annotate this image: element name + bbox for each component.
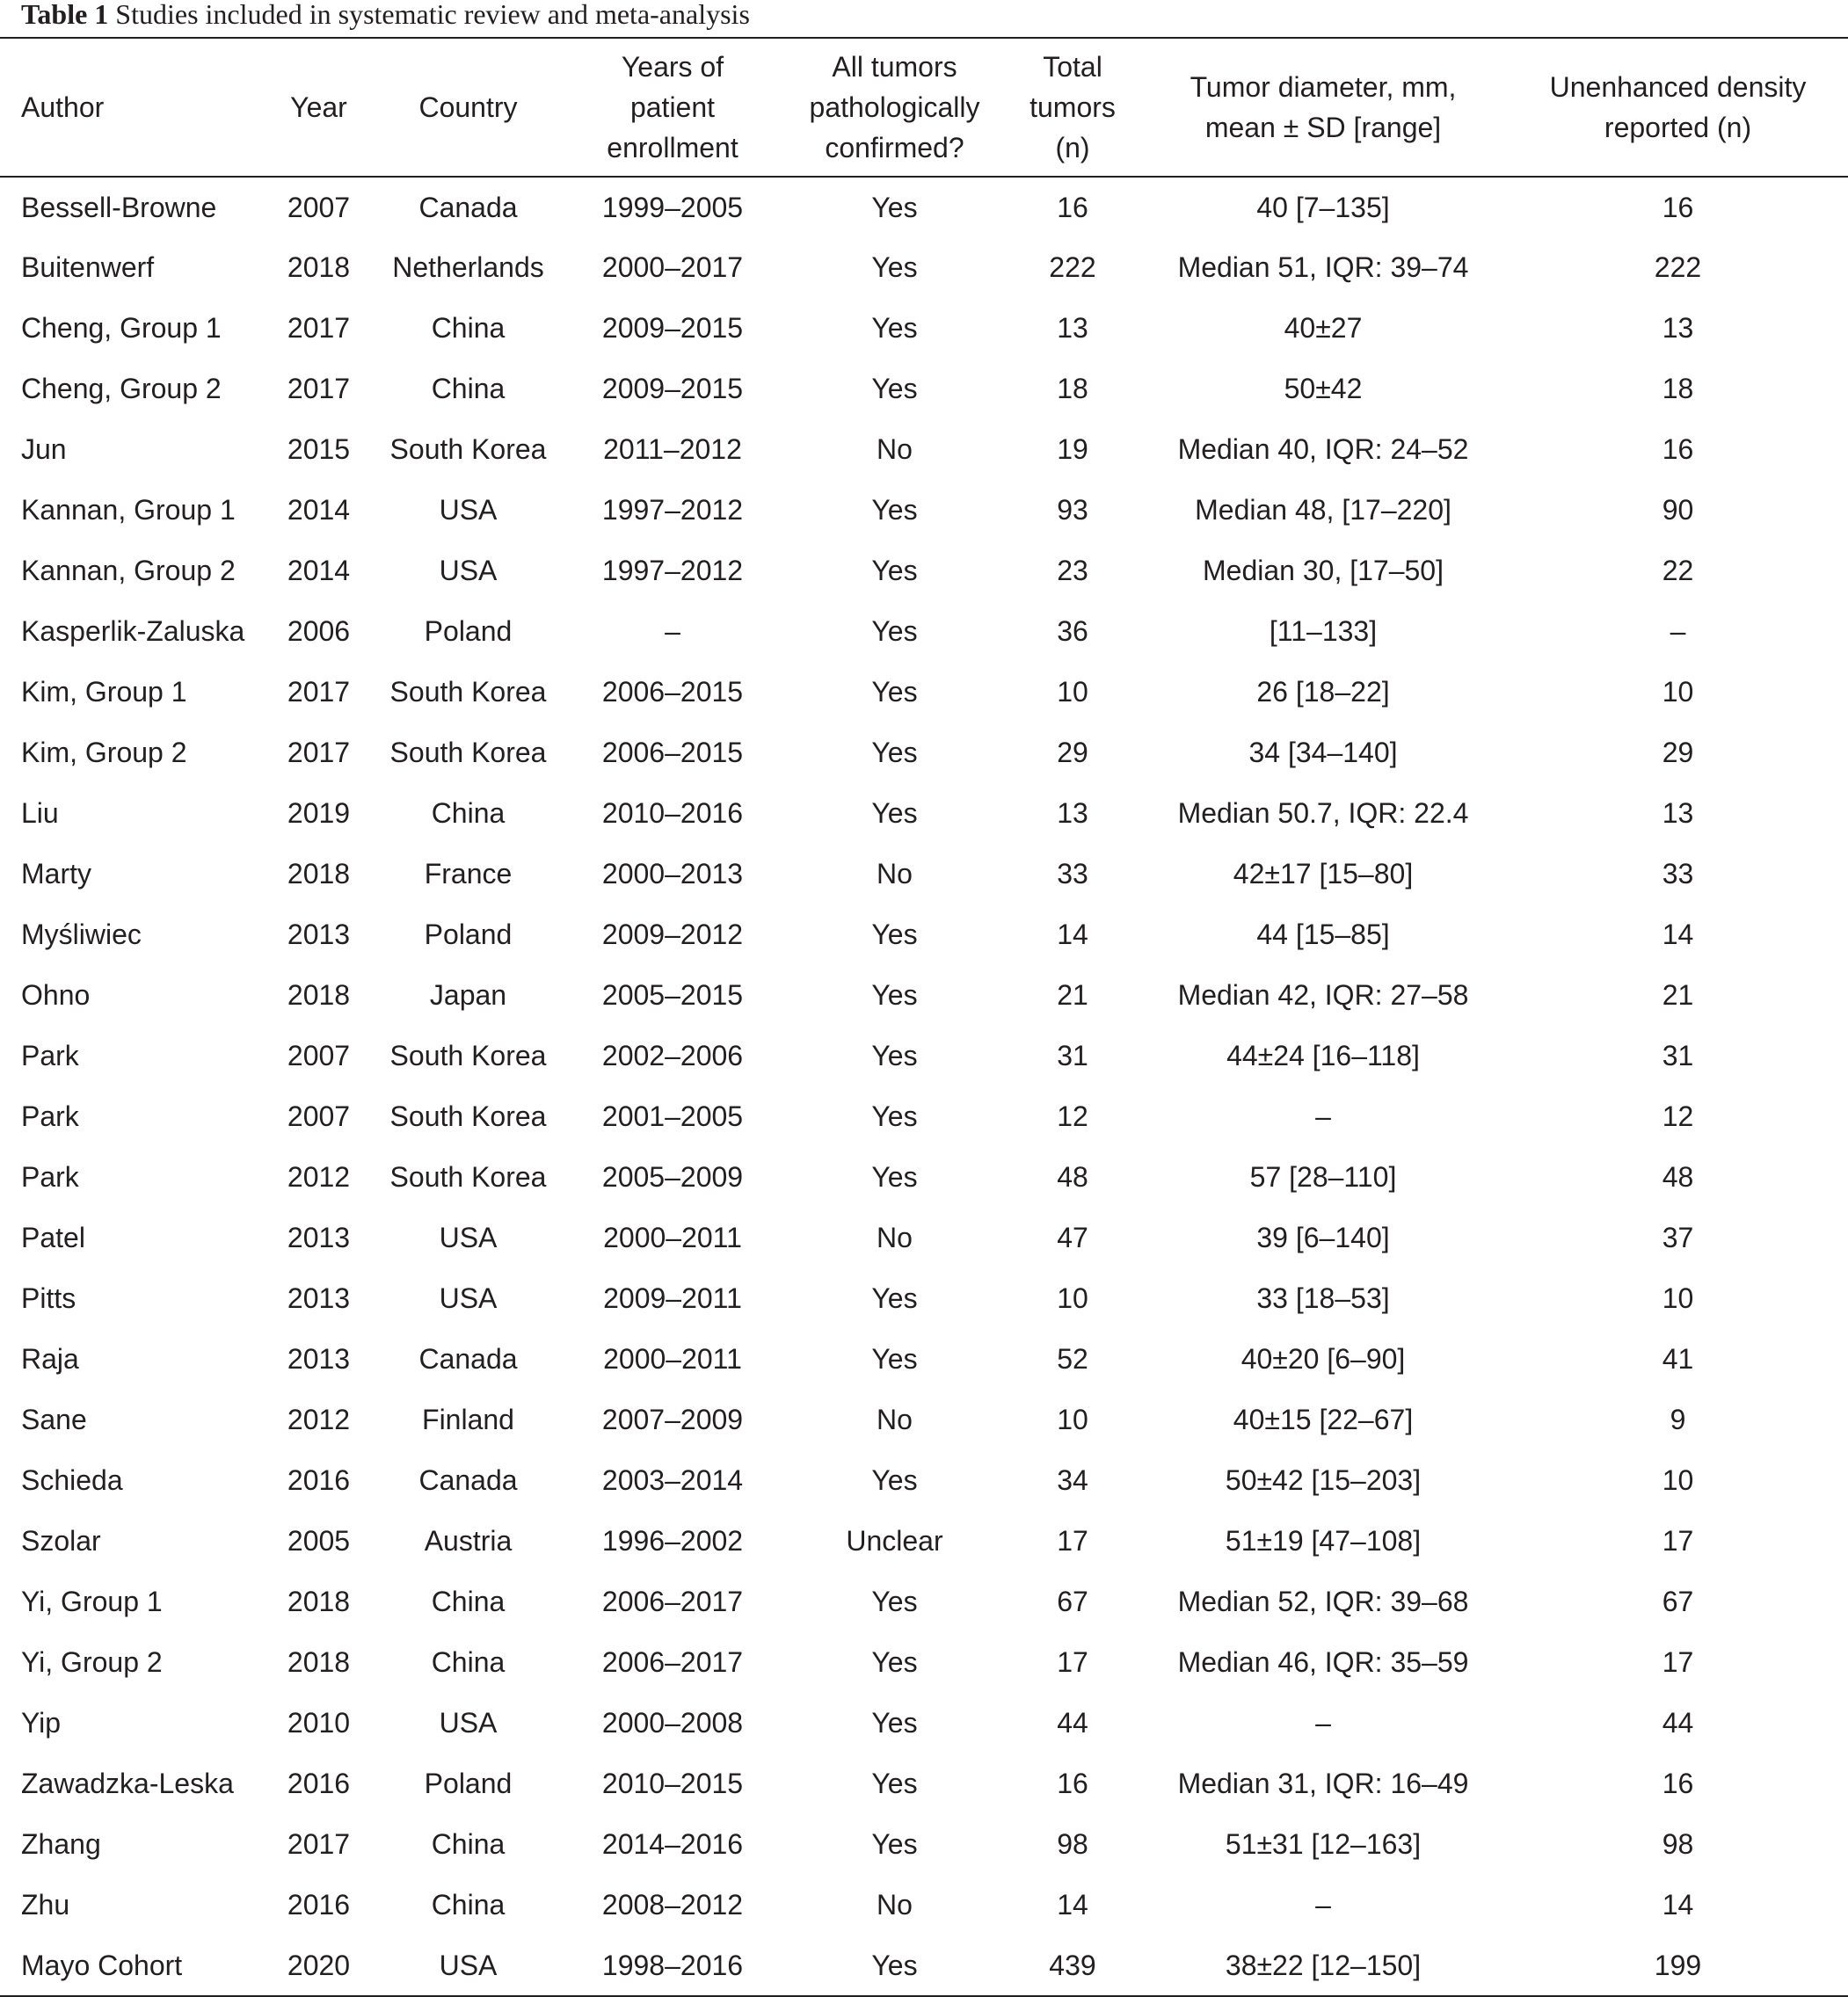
cell-tumor-diameter: Median 30, [17–50] (1203, 555, 1444, 586)
cell-pathologically-confirmed: Yes (871, 1646, 918, 1678)
cell-author: Kannan, Group 1 (21, 494, 236, 526)
cell-year: 2012 (287, 1404, 351, 1435)
table-row (0, 723, 1848, 783)
cell-pathologically-confirmed: Yes (871, 191, 918, 223)
table-row (0, 965, 1848, 1026)
cell-year: 2020 (287, 1949, 351, 1981)
cell-country: Canada (418, 1343, 518, 1375)
cell-country: South Korea (389, 676, 547, 708)
cell-pathologically-confirmed: Yes (871, 312, 918, 344)
table-row (0, 1208, 1848, 1268)
cell-unenhanced-density: 48 (1662, 1161, 1694, 1193)
table-row (0, 1875, 1848, 1935)
cell-unenhanced-density: 31 (1662, 1040, 1694, 1071)
cell-author: Kim, Group 2 (21, 737, 187, 768)
cell-total-tumors: 13 (1057, 797, 1088, 829)
cell-total-tumors: 34 (1057, 1464, 1088, 1496)
cell-tumor-diameter: 44 [15–85] (1256, 919, 1390, 950)
cell-unenhanced-density: 22 (1662, 555, 1694, 586)
cell-tumor-diameter: 40 [7–135] (1256, 191, 1390, 223)
cell-total-tumors: 48 (1057, 1161, 1088, 1193)
cell-enrollment-years: 1999–2005 (601, 191, 744, 223)
table-row (0, 1147, 1848, 1208)
cell-total-tumors: 10 (1057, 1282, 1088, 1314)
cell-tumor-diameter: – (1315, 1707, 1331, 1739)
table-row (0, 1329, 1848, 1390)
cell-tumor-diameter: 34 [34–140] (1248, 737, 1398, 768)
cell-total-tumors: 29 (1057, 737, 1088, 768)
table-row (0, 1632, 1848, 1693)
cell-unenhanced-density: 199 (1654, 1949, 1702, 1981)
cell-tumor-diameter: Median 40, IQR: 24–52 (1177, 433, 1469, 465)
cell-tumor-diameter: 40±27 (1284, 312, 1363, 344)
cell-tumor-diameter: 51±31 [12–163] (1225, 1828, 1422, 1860)
table-row (0, 1026, 1848, 1086)
cell-author: Sane (21, 1404, 87, 1435)
table-row (0, 1693, 1848, 1754)
cell-unenhanced-density: 41 (1662, 1343, 1694, 1375)
cell-country: South Korea (389, 433, 547, 465)
cell-author: Yi, Group 1 (21, 1586, 163, 1617)
cell-tumor-diameter: [11–133] (1269, 615, 1378, 647)
cell-total-tumors: 222 (1049, 251, 1096, 283)
cell-author: Zhu (21, 1889, 70, 1921)
cell-enrollment-years: 2000–2013 (601, 858, 744, 890)
table-row (0, 541, 1848, 601)
cell-country: Canada (418, 191, 518, 223)
cell-unenhanced-density: – (1670, 615, 1686, 647)
cell-pathologically-confirmed: Yes (871, 555, 918, 586)
cell-pathologically-confirmed: Yes (871, 373, 918, 404)
cell-year: 2007 (287, 191, 351, 223)
cell-year: 2016 (287, 1889, 351, 1921)
cell-enrollment-years: 2000–2011 (603, 1343, 742, 1375)
cell-tumor-diameter: Median 46, IQR: 35–59 (1177, 1646, 1469, 1678)
cell-year: 2019 (287, 797, 351, 829)
cell-author: Pitts (21, 1282, 76, 1314)
cell-year: 2013 (287, 919, 351, 950)
cell-pathologically-confirmed: Yes (871, 737, 918, 768)
cell-country: China (431, 1889, 506, 1921)
cell-country: China (431, 1586, 506, 1617)
cell-tumor-diameter: 57 [28–110] (1249, 1161, 1397, 1193)
table-row (0, 662, 1848, 723)
cell-year: 2018 (287, 1586, 351, 1617)
cell-total-tumors: 16 (1057, 1768, 1088, 1799)
cell-tumor-diameter: 51±19 [47–108] (1225, 1525, 1422, 1557)
cell-tumor-diameter: 40±15 [22–67] (1233, 1404, 1414, 1435)
cell-enrollment-years: 2009–2011 (603, 1282, 742, 1314)
cell-total-tumors: 52 (1057, 1343, 1088, 1375)
table-row (0, 298, 1848, 359)
cell-year: 2017 (287, 373, 351, 404)
cell-year: 2018 (287, 858, 351, 890)
table-row (0, 783, 1848, 844)
cell-pathologically-confirmed: Yes (871, 615, 918, 647)
cell-author: Kannan, Group 2 (21, 555, 236, 586)
cell-author: Buitenwerf (21, 251, 155, 283)
cell-country: Canada (418, 1464, 518, 1496)
cell-enrollment-years: 2009–2012 (601, 919, 744, 950)
cell-total-tumors: 14 (1057, 919, 1088, 950)
cell-pathologically-confirmed: Unclear (846, 1525, 943, 1557)
header-row (0, 38, 1848, 177)
cell-enrollment-years: 2006–2017 (601, 1586, 744, 1617)
cell-tumor-diameter: 50±42 (1284, 373, 1363, 404)
cell-country: China (431, 373, 506, 404)
cell-author: Raja (21, 1343, 79, 1375)
cell-tumor-diameter: 38±22 [12–150] (1225, 1949, 1422, 1981)
cell-year: 2017 (287, 1828, 351, 1860)
cell-unenhanced-density: 12 (1662, 1100, 1694, 1132)
cell-unenhanced-density: 44 (1662, 1707, 1694, 1739)
cell-year: 2014 (287, 494, 351, 526)
cell-author: Yip (21, 1707, 62, 1739)
cell-pathologically-confirmed: No (877, 1889, 913, 1921)
cell-tumor-diameter: Median 31, IQR: 16–49 (1177, 1768, 1469, 1799)
cell-author: Kim, Group 1 (21, 676, 187, 708)
table-caption-text: Studies included in systematic review and meta-analysis (115, 0, 750, 30)
cell-country: France (424, 858, 513, 890)
table-row (0, 1390, 1848, 1450)
cell-country: South Korea (389, 1161, 547, 1193)
table-body (0, 177, 1848, 1996)
cell-enrollment-years: 2009–2015 (601, 373, 744, 404)
cell-year: 2005 (287, 1525, 351, 1557)
cell-total-tumors: 10 (1057, 1404, 1088, 1435)
table-row (0, 1511, 1848, 1572)
cell-tumor-diameter: 39 [6–140] (1256, 1222, 1390, 1253)
cell-pathologically-confirmed: Yes (871, 1464, 918, 1496)
cell-unenhanced-density: 37 (1662, 1222, 1694, 1253)
cell-year: 2013 (287, 1282, 351, 1314)
cell-total-tumors: 93 (1057, 494, 1088, 526)
cell-total-tumors: 23 (1057, 555, 1088, 586)
cell-unenhanced-density: 14 (1662, 1889, 1694, 1921)
cell-total-tumors: 439 (1049, 1949, 1096, 1981)
cell-pathologically-confirmed: Yes (871, 1040, 918, 1071)
table-caption (21, 0, 750, 35)
cell-pathologically-confirmed: Yes (871, 494, 918, 526)
cell-author: Cheng, Group 1 (21, 312, 222, 344)
cell-total-tumors: 67 (1057, 1586, 1088, 1617)
cell-year: 2017 (287, 737, 351, 768)
cell-pathologically-confirmed: Yes (871, 1100, 918, 1132)
cell-unenhanced-density: 13 (1662, 312, 1694, 344)
cell-enrollment-years: 1996–2002 (601, 1525, 744, 1557)
cell-author: Kasperlik-Zaluska (21, 615, 245, 647)
cell-year: 2010 (287, 1707, 351, 1739)
cell-country: Netherlands (392, 251, 544, 283)
cell-country: South Korea (389, 1100, 547, 1132)
cell-unenhanced-density: 18 (1662, 373, 1694, 404)
header-enrollment-years: Years of patient enrollment (607, 51, 738, 163)
cell-unenhanced-density: 16 (1662, 1768, 1694, 1799)
cell-pathologically-confirmed: No (877, 1404, 913, 1435)
cell-year: 2017 (287, 312, 351, 344)
cell-total-tumors: 44 (1057, 1707, 1088, 1739)
cell-country: Poland (424, 919, 513, 950)
cell-total-tumors: 10 (1057, 676, 1088, 708)
cell-year: 2007 (287, 1040, 351, 1071)
table-row (0, 237, 1848, 298)
cell-enrollment-years: 2010–2016 (601, 797, 744, 829)
cell-enrollment-years: 1997–2012 (601, 494, 744, 526)
cell-pathologically-confirmed: Yes (871, 1586, 918, 1617)
cell-author: Park (21, 1040, 79, 1071)
cell-pathologically-confirmed: Yes (871, 979, 918, 1011)
cell-tumor-diameter: Median 52, IQR: 39–68 (1177, 1586, 1469, 1617)
cell-country: USA (439, 1282, 498, 1314)
cell-country: Finland (422, 1404, 514, 1435)
cell-year: 2018 (287, 1646, 351, 1678)
cell-country: USA (439, 1707, 498, 1739)
cell-author: Cheng, Group 2 (21, 373, 222, 404)
table-caption-label: Table 1 (21, 0, 109, 30)
cell-author: Jun (21, 433, 67, 465)
cell-country: South Korea (389, 1040, 547, 1071)
cell-enrollment-years: 1998–2016 (601, 1949, 744, 1981)
cell-tumor-diameter: 44±24 [16–118] (1226, 1040, 1420, 1071)
table-row (0, 1268, 1848, 1329)
table-row (0, 419, 1848, 480)
cell-pathologically-confirmed: Yes (871, 1343, 918, 1375)
header-country: Country (418, 91, 518, 123)
cell-enrollment-years: 2011–2012 (603, 433, 742, 465)
cell-tumor-diameter: – (1315, 1889, 1331, 1921)
cell-enrollment-years: 1997–2012 (601, 555, 744, 586)
cell-total-tumors: 17 (1057, 1525, 1088, 1557)
cell-author: Yi, Group 2 (21, 1646, 163, 1678)
cell-country: Poland (424, 615, 513, 647)
table-row (0, 359, 1848, 419)
cell-total-tumors: 36 (1057, 615, 1088, 647)
cell-unenhanced-density: 9 (1670, 1404, 1686, 1435)
cell-total-tumors: 12 (1057, 1100, 1088, 1132)
cell-country: USA (439, 494, 498, 526)
cell-unenhanced-density: 13 (1662, 797, 1694, 829)
cell-country: Japan (429, 979, 507, 1011)
cell-enrollment-years: 2006–2015 (601, 676, 744, 708)
table-row (0, 1814, 1848, 1875)
table-header (0, 38, 1848, 177)
cell-country: Austria (424, 1525, 513, 1557)
cell-pathologically-confirmed: No (877, 433, 913, 465)
table-row (0, 904, 1848, 965)
header-year: Year (290, 91, 347, 123)
cell-pathologically-confirmed: Yes (871, 1161, 918, 1193)
table-row (0, 1450, 1848, 1511)
cell-unenhanced-density: 10 (1662, 1282, 1694, 1314)
cell-author: Schieda (21, 1464, 123, 1496)
cell-enrollment-years: 2003–2014 (601, 1464, 744, 1496)
cell-pathologically-confirmed: Yes (871, 1828, 918, 1860)
cell-total-tumors: 19 (1057, 433, 1088, 465)
table-row (0, 1086, 1848, 1147)
cell-unenhanced-density: 10 (1662, 676, 1694, 708)
table-row (0, 844, 1848, 904)
cell-pathologically-confirmed: No (877, 1222, 913, 1253)
cell-year: 2016 (287, 1768, 351, 1799)
header-unenhanced-density: Unenhanced density reported (n) (1549, 71, 1807, 143)
cell-year: 2007 (287, 1100, 351, 1132)
cell-unenhanced-density: 16 (1662, 433, 1694, 465)
table-row (0, 480, 1848, 541)
cell-enrollment-years: 2007–2009 (601, 1404, 744, 1435)
cell-total-tumors: 16 (1057, 191, 1088, 223)
cell-enrollment-years: 2000–2008 (601, 1707, 744, 1739)
cell-year: 2012 (287, 1161, 351, 1193)
cell-country: China (431, 1646, 506, 1678)
cell-unenhanced-density: 67 (1662, 1586, 1694, 1617)
cell-enrollment-years: 2001–2005 (601, 1100, 744, 1132)
cell-unenhanced-density: 21 (1662, 979, 1694, 1011)
cell-author: Zawadzka-Leska (21, 1768, 234, 1799)
cell-enrollment-years: 2005–2015 (601, 979, 744, 1011)
cell-author: Ohno (21, 979, 91, 1011)
cell-tumor-diameter: 42±17 [15–80] (1233, 858, 1414, 890)
cell-author: Park (21, 1100, 79, 1132)
cell-unenhanced-density: 29 (1662, 737, 1694, 768)
cell-enrollment-years: 2006–2017 (601, 1646, 744, 1678)
cell-total-tumors: 17 (1057, 1646, 1088, 1678)
cell-pathologically-confirmed: Yes (871, 1768, 918, 1799)
cell-tumor-diameter: Median 51, IQR: 39–74 (1177, 251, 1469, 283)
cell-unenhanced-density: 10 (1662, 1464, 1694, 1496)
cell-unenhanced-density: 98 (1662, 1828, 1694, 1860)
cell-tumor-diameter: Median 42, IQR: 27–58 (1177, 979, 1469, 1011)
cell-pathologically-confirmed: Yes (871, 251, 918, 283)
cell-year: 2017 (287, 676, 351, 708)
cell-enrollment-years: 2008–2012 (601, 1889, 744, 1921)
cell-unenhanced-density: 17 (1662, 1525, 1694, 1557)
cell-tumor-diameter: 40±20 [6–90] (1240, 1343, 1406, 1375)
cell-tumor-diameter: Median 48, [17–220] (1195, 494, 1451, 526)
cell-tumor-diameter: 50±42 [15–203] (1225, 1464, 1422, 1496)
cell-author: Myśliwiec (21, 919, 142, 950)
cell-pathologically-confirmed: Yes (871, 1707, 918, 1739)
cell-enrollment-years: 2009–2015 (601, 312, 744, 344)
cell-enrollment-years: 2005–2009 (601, 1161, 744, 1193)
cell-pathologically-confirmed: Yes (871, 919, 918, 950)
cell-enrollment-years: 2002–2006 (601, 1040, 744, 1071)
cell-enrollment-years: 2000–2011 (603, 1222, 742, 1253)
cell-country: USA (439, 555, 498, 586)
cell-total-tumors: 14 (1057, 1889, 1088, 1921)
cell-pathologically-confirmed: Yes (871, 1282, 918, 1314)
cell-unenhanced-density: 16 (1662, 191, 1694, 223)
studies-table (0, 37, 1848, 1997)
cell-author: Mayo Cohort (21, 1949, 183, 1981)
cell-enrollment-years: 2010–2015 (601, 1768, 744, 1799)
cell-unenhanced-density: 33 (1662, 858, 1694, 890)
cell-unenhanced-density: 90 (1662, 494, 1694, 526)
table-row (0, 1935, 1848, 1996)
cell-enrollment-years: 2000–2017 (601, 251, 744, 283)
cell-author: Patel (21, 1222, 85, 1253)
cell-country: USA (439, 1949, 498, 1981)
header-author: Author (21, 91, 105, 123)
cell-country: USA (439, 1222, 498, 1253)
table-row (0, 177, 1848, 237)
cell-enrollment-years: 2014–2016 (601, 1828, 744, 1860)
header-tumor-diameter: Tumor diameter, mm, mean ± SD [range] (1190, 71, 1457, 143)
cell-total-tumors: 31 (1057, 1040, 1088, 1071)
cell-total-tumors: 13 (1057, 312, 1088, 344)
cell-year: 2006 (287, 615, 351, 647)
cell-tumor-diameter: 33 [18–53] (1256, 1282, 1390, 1314)
cell-total-tumors: 98 (1057, 1828, 1088, 1860)
cell-year: 2015 (287, 433, 351, 465)
cell-tumor-diameter: – (1315, 1100, 1331, 1132)
table-row (0, 601, 1848, 662)
cell-author: Bessell-Browne (21, 191, 217, 223)
cell-author: Zhang (21, 1828, 101, 1860)
cell-tumor-diameter: 26 [18–22] (1256, 676, 1390, 708)
cell-total-tumors: 21 (1057, 979, 1088, 1011)
cell-unenhanced-density: 17 (1662, 1646, 1694, 1678)
cell-tumor-diameter: Median 50.7, IQR: 22.4 (1177, 797, 1469, 829)
cell-year: 2016 (287, 1464, 351, 1496)
cell-year: 2018 (287, 979, 351, 1011)
cell-total-tumors: 47 (1057, 1222, 1088, 1253)
cell-year: 2013 (287, 1343, 351, 1375)
header-total-tumors: Total tumors (n) (1029, 51, 1116, 163)
cell-pathologically-confirmed: No (877, 858, 913, 890)
cell-pathologically-confirmed: Yes (871, 1949, 918, 1981)
cell-author: Park (21, 1161, 79, 1193)
table-row (0, 1572, 1848, 1632)
header-pathologically-confirmed: All tumors pathologically confirmed? (809, 51, 980, 163)
cell-pathologically-confirmed: Yes (871, 676, 918, 708)
cell-year: 2014 (287, 555, 351, 586)
cell-country: China (431, 797, 506, 829)
cell-author: Liu (21, 797, 59, 829)
table-row (0, 1754, 1848, 1814)
cell-country: South Korea (389, 737, 547, 768)
cell-country: Poland (424, 1768, 513, 1799)
cell-enrollment-years: – (665, 615, 680, 647)
cell-enrollment-years: 2006–2015 (601, 737, 744, 768)
cell-total-tumors: 33 (1057, 858, 1088, 890)
cell-year: 2013 (287, 1222, 351, 1253)
cell-unenhanced-density: 222 (1654, 251, 1702, 283)
cell-pathologically-confirmed: Yes (871, 797, 918, 829)
cell-author: Szolar (21, 1525, 101, 1557)
cell-total-tumors: 18 (1057, 373, 1088, 404)
cell-year: 2018 (287, 251, 351, 283)
cell-author: Marty (21, 858, 91, 890)
cell-country: China (431, 1828, 506, 1860)
cell-country: China (431, 312, 506, 344)
cell-unenhanced-density: 14 (1662, 919, 1694, 950)
